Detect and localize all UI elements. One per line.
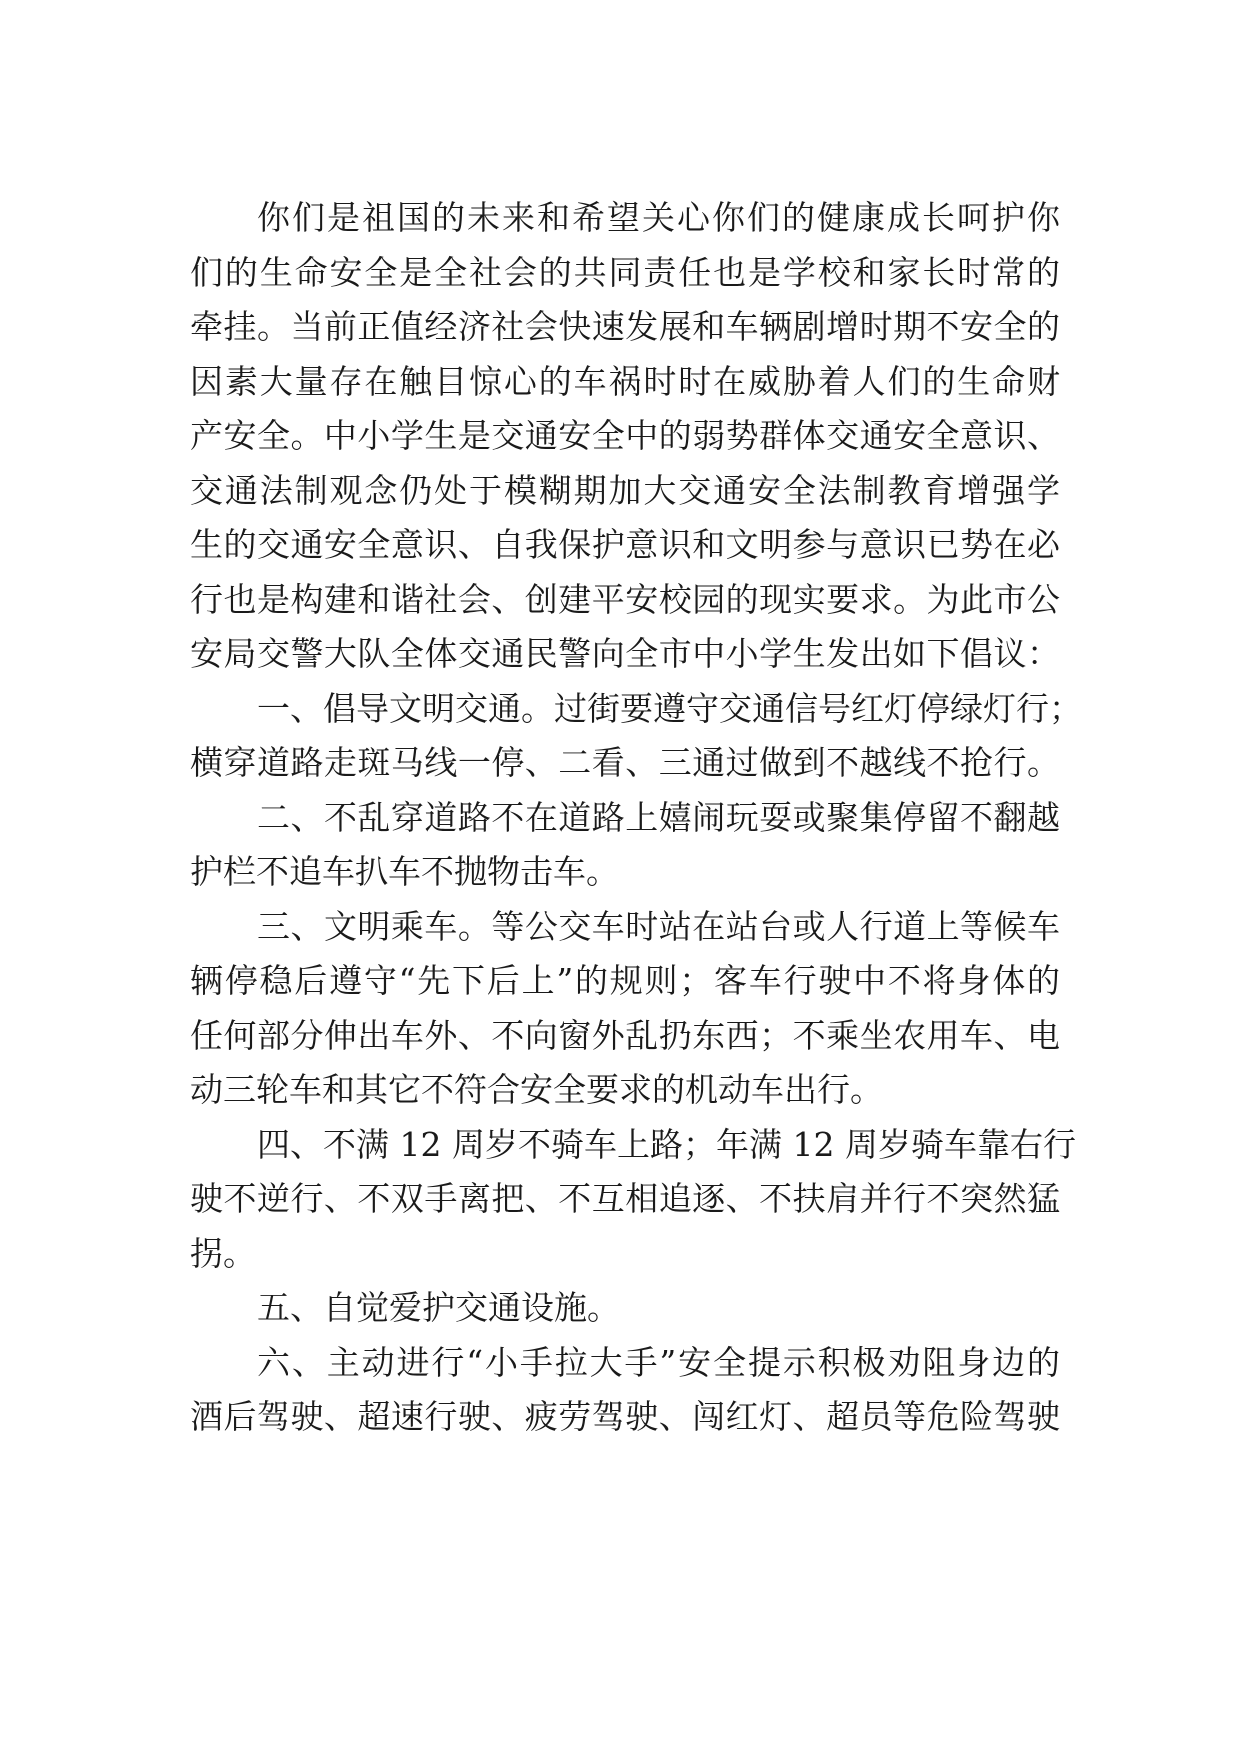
text-line: 安局交警大队全体交通民警向全市中小学生发出如下倡议： — [190, 634, 1060, 673]
text-line: 六、主动进行“小手拉大手”安全提示积极劝阻身边的 — [257, 1343, 1060, 1382]
text-line: 拐。 — [190, 1234, 256, 1273]
text-line: 护栏不追车扒车不抛物击车。 — [190, 852, 619, 891]
text-line: 动三轮车和其它不符合安全要求的机动车出行。 — [190, 1070, 883, 1109]
text-line: 交通法制观念仍处于模糊期加大交通安全法制教育增强学 — [190, 471, 1060, 510]
text-line: 产安全。中小学生是交通安全中的弱势群体交通安全意识、 — [190, 416, 1060, 455]
text-line: 三、文明乘车。等公交车时站在站台或人行道上等候车 — [257, 907, 1060, 946]
text-line: 你们是祖国的未来和希望关心你们的健康成长呵护你 — [257, 198, 1060, 237]
text-line: 酒后驾驶、超速行驶、疲劳驾驶、闯红灯、超员等危险驾驶 — [190, 1397, 1060, 1436]
text-line: 五、自觉爱护交通设施。 — [257, 1288, 620, 1327]
text-line: 行也是构建和谐社会、创建平安校园的现实要求。为此市公 — [190, 580, 1060, 619]
text-line: 生的交通安全意识、自我保护意识和文明参与意识已势在必 — [190, 525, 1060, 564]
text-line: 四、不满 12 周岁不骑车上路；年满 12 周岁骑车靠右行 — [257, 1125, 1076, 1164]
text-line: 因素大量存在触目惊心的车祸时时在威胁着人们的生命财 — [190, 362, 1060, 401]
text-line: 驶不逆行、不双手离把、不互相追逐、不扶肩并行不突然猛 — [190, 1179, 1060, 1218]
text-line: 二、不乱穿道路不在道路上嬉闹玩耍或聚集停留不翻越 — [257, 798, 1060, 837]
text-line: 牵挂。当前正值经济社会快速发展和车辆剧增时期不安全的 — [190, 307, 1060, 346]
text-line: 们的生命安全是全社会的共同责任也是学校和家长时常的 — [190, 253, 1060, 292]
text-line: 一、倡导文明交通。过街要遵守交通信号红灯停绿灯行； — [257, 689, 1082, 728]
text-line: 任何部分伸出车外、不向窗外乱扔东西；不乘坐农用车、电 — [190, 1016, 1060, 1055]
text-line: 辆停稳后遵守“先下后上”的规则；客车行驶中不将身体的 — [190, 961, 1060, 1000]
text-line: 横穿道路走斑马线一停、二看、三通过做到不越线不抢行。 — [190, 743, 1060, 782]
